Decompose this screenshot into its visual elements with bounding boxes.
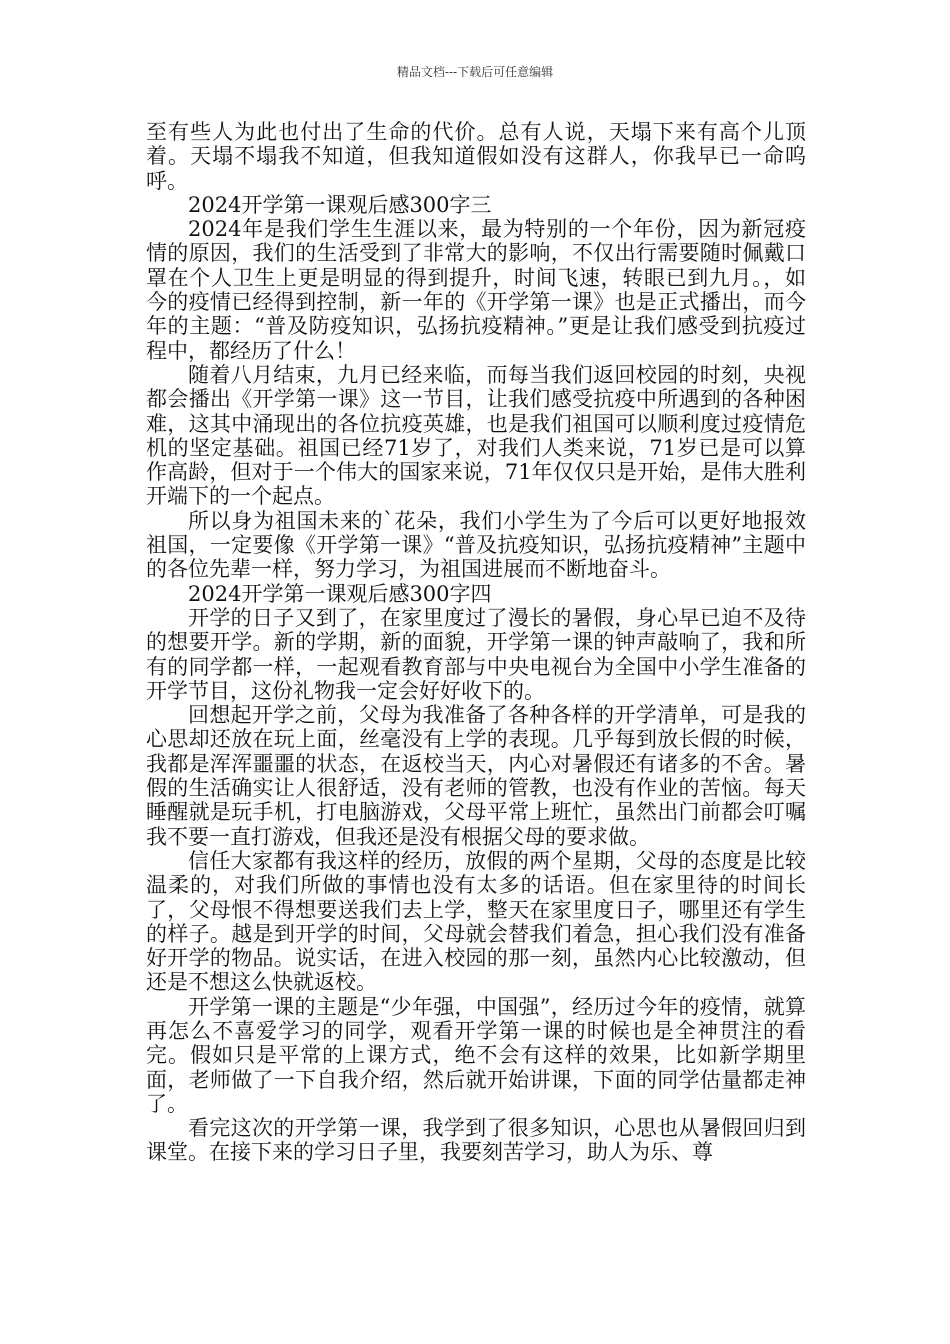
document-body	[146, 120, 806, 1165]
paragraph: 回想起开学之前，父母为我准备了各种各样的开学清单，可是我的心思却还放在玩上面，丝毫没有上学的表现。几乎每到放长假的时候，我都是浑浑噩噩的状态，在返校当天，内心对暑假还有诸多的不舍。暑假的生活确实让人很舒适，没有老师的管教，也没有作业的苦恼。每天睡醒就是玩手机，打电脑游戏，父母平常上班忙，虽然出门前都会叮嘱我不要一直打游戏，但我还是没有根据父母的要求做。	[146, 703, 806, 849]
paragraph: 开学第一课的主题是“少年强，中国强”，经历过今年的疫情，就算再怎么不喜爱学习的同学，观看开学第一课的时候也是全神贯注的看完。假如只是平常的上课方式，绝不会有这样的效果，比如新学期里面，老师做了一下自我介绍，然后就开始讲课，下面的同学估量都走神了。	[146, 994, 806, 1116]
paragraph: 信任大家都有我这样的经历，放假的两个星期，父母的态度是比较温柔的，对我们所做的事情也没有太多的话语。但在家里待的时间长了，父母恨不得想要送我们去上学，整天在家里度日子，哪里还有学生的样子。越是到开学的时间，父母就会替我们着急，担心我们没有准备好开学的物品。说实话，在进入校园的那一刻，虽然内心比较激动，但还是不想这么快就返校。	[146, 848, 806, 995]
paragraph: 开学的日子又到了，在家里度过了漫长的暑假，身心早已迫不及待的想要开学。新的学期，新的面貌，开学第一课的钟声敲响了，我和所有的同学都一样，一起观看教育部与中央电视台为全国中小学生准备的开学节目，这份礼物我一定会好好收下的。	[146, 605, 806, 703]
paragraph: 2024年是我们学生生涯以来，最为特别的一个年份，因为新冠疫情的原因，我们的生活受到了非常大的影响，不仅出行需要随时佩戴口罩在个人卫生上更是明显的得到提升，时间飞速，转眼已到九月。，如今的疫情已经得到控制，新一年的《开学第一课》也是正式播出，而今年的主题：“普及防疫知识，弘扬抗疫精神。”更是让我们感受到抗疫过程中，都经历了什么！	[146, 217, 806, 363]
paragraph: 看完这次的开学第一课，我学到了很多知识，心思也从暑假回归到课堂。在接下来的学习日子里，我要刻苦学习，助人为乐、尊	[146, 1116, 806, 1165]
page-header: 精品文档---下载后可任意编辑	[396, 65, 554, 79]
section-heading: 2024开学第一课观后感300字四	[188, 581, 492, 606]
paragraph: 至有些人为此也付出了生命的代价。总有人说，天塌下来有高个儿顶着。天塌不塌我不知道，但我知道假如没有这群人，你我早已一命呜呼。	[146, 120, 806, 193]
section-heading: 2024开学第一课观后感300字三	[188, 192, 492, 217]
paragraph: 随着八月结束，九月已经来临，而每当我们返回校园的时刻，央视都会播出《开学第一课》这一节目，让我们感受抗疫中所遇到的各种困难，这其中涌现出的各位抗疫英雄，也是我们祖国可以顺利度过疫情危机的坚定基础。祖国已经71岁了，对我们人类来说，71岁已是可以算作高龄，但对于一个伟大的国家来说，71年仅仅只是开始，是伟大胜利开端下的一个起点。	[146, 362, 806, 509]
paragraph: 所以身为祖国未来的`花朵，我们小学生为了今后可以更好地报效祖国，一定要像《开学第一课》“普及抗疫知识，弘扬抗疫精神”主题中的各位先辈一样，努力学习，为祖国进展而不断地奋斗。	[146, 508, 806, 582]
